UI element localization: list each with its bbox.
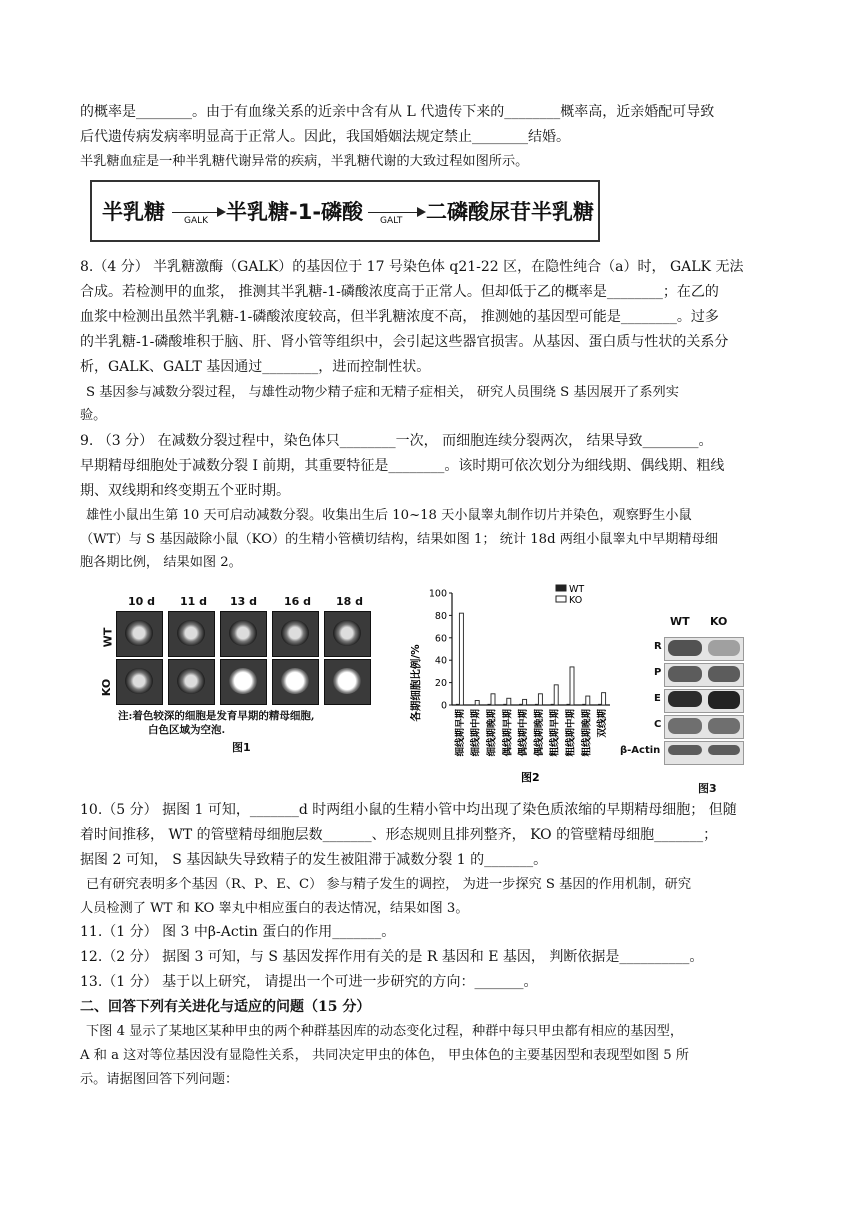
bar-wt bbox=[456, 704, 459, 705]
fig3-row-label: E bbox=[654, 693, 661, 704]
text-line: 血浆中检测出虽然半乳糖-1-磷酸浓度较高，但半乳糖浓度不高， 推测她的基因型可能是________。过多 bbox=[80, 309, 719, 325]
text-line: 的半乳糖-1-磷酸堆积于脑、肝、肾小管等组织中，会引起这些器官损害。从基因、蛋白质与性状的关系分 bbox=[80, 334, 729, 350]
fig2-x-tick-label: 细线期早期 bbox=[454, 709, 466, 757]
text-line: （WT）与 S 基因敲除小鼠（KO）的生精小管横切结构，结果如图 1； 统计 18d 两组小鼠睾丸中早期精母细 bbox=[80, 532, 718, 547]
fig2-y-tick-label: 100 bbox=[428, 588, 447, 600]
flow-enzyme-galk: GALK bbox=[184, 216, 209, 226]
fig1-row-ko: KO bbox=[100, 678, 114, 697]
bar-ko bbox=[570, 667, 574, 705]
micrograph-ko-18d bbox=[324, 659, 371, 705]
text-line: 雄性小鼠出生第 10 天可启动减数分裂。收集出生后 10~18 天小鼠睾丸制作切片并染色，观察野生小鼠 bbox=[86, 508, 692, 523]
bar-ko bbox=[602, 693, 606, 705]
fig2-x-tick-label: 偶线期中期 bbox=[518, 709, 530, 757]
fig2-x-tick-label: 粗线期晚期 bbox=[581, 709, 593, 757]
galactose-metabolism-flow bbox=[90, 180, 600, 242]
legend-swatch-ko bbox=[556, 596, 566, 602]
fig2-y-tick-label: 80 bbox=[434, 610, 447, 622]
fig2-axes bbox=[429, 589, 610, 757]
fig2-x-tick-label: 偶线期晚期 bbox=[533, 709, 545, 757]
fig3-col-wt: WT bbox=[670, 615, 690, 628]
band-e-wt bbox=[668, 691, 702, 707]
fig1-day-label: 13 d bbox=[230, 595, 258, 608]
fig3-row-label: P bbox=[654, 667, 662, 678]
question-11: 11.（1 分） 图 3 中β-Actin 蛋白的作用_______。 bbox=[80, 924, 396, 940]
fig3-row-label: R bbox=[654, 641, 662, 652]
fig1-day-label: 16 d bbox=[284, 595, 312, 608]
arrow-icon bbox=[172, 212, 224, 213]
bar-wt bbox=[535, 704, 538, 705]
fig3-col-ko: KO bbox=[710, 615, 728, 628]
fig3-row-label: C bbox=[654, 719, 662, 730]
bar-ko bbox=[554, 685, 558, 705]
micrograph-ko-10d bbox=[116, 659, 163, 705]
fig2-y-tick-label: 20 bbox=[434, 678, 447, 690]
figure-1-micrographs bbox=[96, 595, 386, 755]
text-line: 下图 4 显示了某地区某种甲虫的两个种群基因库的动态变化过程，种群中每只甲虫都有相应的基因型， bbox=[86, 1024, 684, 1039]
bar-ko bbox=[507, 698, 511, 705]
text-line: 验。 bbox=[80, 408, 107, 423]
micrograph-wt-10d bbox=[116, 611, 163, 657]
bar-ko bbox=[586, 696, 590, 705]
band-r-ko bbox=[708, 640, 740, 656]
flow-step-udp-galactose: 二磷酸尿苷半乳糖 bbox=[426, 200, 594, 224]
bar-wt bbox=[503, 704, 506, 705]
flow-enzyme-galt: GALT bbox=[380, 216, 403, 226]
bar-ko bbox=[538, 694, 542, 705]
fig2-bars bbox=[456, 613, 606, 705]
text-line: 合成。若检测甲的血浆， 推测其半乳糖-1-磷酸浓度高于正常人。但却低于乙的概率是________；在乙的 bbox=[80, 284, 719, 300]
text-line: 期、双线期和终变期五个亚时期。 bbox=[80, 483, 290, 499]
band-r-wt bbox=[668, 640, 702, 656]
micrograph-ko-11d bbox=[168, 659, 215, 705]
text-line: 人员检测了 WT 和 KO 睾丸中相应蛋白的表达情况，结果如图 3。 bbox=[80, 901, 469, 916]
text-line: 后代遗传病发病率明显高于正常人。因此，我国婚姻法规定禁止________结婚。 bbox=[80, 129, 570, 145]
text-line: 析，GALK、GALT 基因通过________，进而控制性状。 bbox=[80, 359, 431, 375]
micrograph-ko-16d bbox=[272, 659, 319, 705]
fig1-note bbox=[118, 709, 315, 737]
fig2-title: 图2 bbox=[521, 771, 540, 783]
figure-3-western-blot bbox=[620, 615, 758, 795]
section-heading: 二、回答下列有关进化与适应的问题（15 分） bbox=[80, 999, 371, 1015]
fig2-y-tick-label: 0 bbox=[440, 700, 447, 712]
fig2-y-axis-label: 各期细胞比例/% bbox=[410, 644, 422, 722]
question-12: 12.（2 分） 据图 3 可知，与 S 基因发挥作用有关的是 R 基因和 E 基因， 判断依据是__________。 bbox=[80, 949, 704, 965]
band-actin-ko bbox=[708, 745, 740, 755]
fig3-title: 图3 bbox=[698, 782, 717, 795]
text-line: 胞各期比例， 结果如图 2。 bbox=[80, 555, 242, 570]
flow-step-galactose-1-phosphate: 半乳糖-1-磷酸 bbox=[226, 200, 364, 224]
legend-swatch-wt bbox=[556, 585, 566, 591]
fig1-day-label: 18 d bbox=[336, 595, 364, 608]
question-13: 13.（1 分） 基于以上研究， 请提出一个可进一步研究的方向：_______。 bbox=[80, 974, 538, 990]
micrograph-wt-13d bbox=[220, 611, 267, 657]
bar-ko bbox=[475, 701, 479, 705]
bar-ko bbox=[523, 699, 527, 705]
bar-wt bbox=[582, 704, 585, 705]
question-10: 10.（5 分） 据图 1 可知，_______d 时两组小鼠的生精小管中均出现了染色质浓缩的早期精母细胞； 但随 bbox=[80, 802, 737, 818]
band-e-ko bbox=[708, 691, 740, 709]
fig2-x-tick-label: 粗线期早期 bbox=[549, 709, 561, 757]
fig2-y-tick-label: 40 bbox=[434, 655, 447, 667]
fig2-x-tick-label: 细线期晚期 bbox=[486, 709, 498, 757]
text-line: S 基因参与减数分裂过程， 与雄性动物少精子症和无精子症相关， 研究人员围绕 S 基因展开了系列实 bbox=[86, 385, 679, 400]
band-actin-wt bbox=[668, 745, 702, 755]
band-p-ko bbox=[708, 666, 740, 682]
text-line: 半乳糖血症是一种半乳糖代谢异常的疾病，半乳糖代谢的大致过程如图所示。 bbox=[80, 154, 529, 169]
fig2-legend bbox=[556, 584, 584, 606]
fig2-x-tick-label: 双线期 bbox=[597, 709, 609, 738]
bar-wt bbox=[488, 704, 491, 705]
fig1-row-wt: WT bbox=[101, 627, 115, 648]
fig1-day-label: 11 d bbox=[180, 595, 208, 608]
question-9: 9. （3 分） 在减数分裂过程中，染色体只________一次， 而细胞连续分裂两次， 结果导致________。 bbox=[80, 433, 713, 449]
text-line: 据图 2 可知， S 基因缺失导致精子的发生被阻滞于减数分裂 1 的_______。 bbox=[80, 852, 548, 868]
micrograph-wt-18d bbox=[324, 611, 371, 657]
bar-ko bbox=[459, 613, 463, 705]
fig2-x-tick-label: 粗线期中期 bbox=[565, 709, 577, 757]
text-line: 示。请据图回答下列问题： bbox=[80, 1072, 239, 1087]
legend-wt: WT bbox=[569, 584, 585, 595]
band-c-ko bbox=[708, 718, 740, 734]
fig2-x-tick-label: 偶线期早期 bbox=[502, 709, 514, 757]
flow-step-galactose: 半乳糖 bbox=[102, 200, 165, 224]
bar-wt bbox=[519, 704, 522, 705]
legend-ko: KO bbox=[569, 595, 583, 606]
micrograph-wt-16d bbox=[272, 611, 319, 657]
band-c-wt bbox=[668, 718, 702, 734]
fig1-note-line: 白色区域为空泡. bbox=[148, 724, 226, 736]
micrograph-ko-13d bbox=[220, 659, 267, 705]
micrograph-wt-11d bbox=[168, 611, 215, 657]
bar-wt bbox=[598, 704, 601, 705]
text-line: A 和 a 这对等位基因没有显隐性关系， 共同决定甲虫的体色， 甲虫体色的主要基因型和表现型如图 5 所 bbox=[80, 1048, 689, 1063]
fig2-x-tick-label: 细线期中期 bbox=[470, 709, 482, 757]
fig2-y-tick-label: 60 bbox=[434, 633, 447, 645]
bar-wt bbox=[567, 704, 570, 705]
fig1-title: 图1 bbox=[232, 741, 251, 754]
question-8: 8.（4 分） 半乳糖激酶（GALK）的基因位于 17 号染色体 q21-22 区，在隐性纯合（a）时， GALK 无法 bbox=[80, 259, 744, 275]
band-p-wt bbox=[668, 666, 702, 682]
bar-wt bbox=[551, 704, 554, 705]
fig1-note-line: 注:着色较深的细胞是发育早期的精母细胞, bbox=[118, 710, 315, 722]
bar-ko bbox=[491, 694, 495, 705]
fig1-day-label: 10 d bbox=[128, 595, 156, 608]
text-line: 着时间推移， WT 的管壁精母细胞层数_______、形态规则且排列整齐， KO 的管壁精母细胞_______； bbox=[80, 827, 718, 843]
text-line: 早期精母细胞处于减数分裂 I 前期，其重要特征是________。该时期可依次划分为细线期、偶线期、粗线 bbox=[80, 458, 725, 474]
arrow-icon bbox=[368, 212, 424, 213]
text-line: 的概率是________。由于有血缘关系的近亲中含有从 L 代遗传下来的________概率高，近亲婚配可导致 bbox=[80, 104, 715, 120]
text-line: 已有研究表明多个基因（R、P、E、C） 参与精子发生的调控， 为进一步探究 S 基因的作用机制，研究 bbox=[86, 877, 692, 892]
figure-2-bar-chart bbox=[406, 583, 621, 783]
fig3-row-label: β-Actin bbox=[620, 745, 661, 756]
